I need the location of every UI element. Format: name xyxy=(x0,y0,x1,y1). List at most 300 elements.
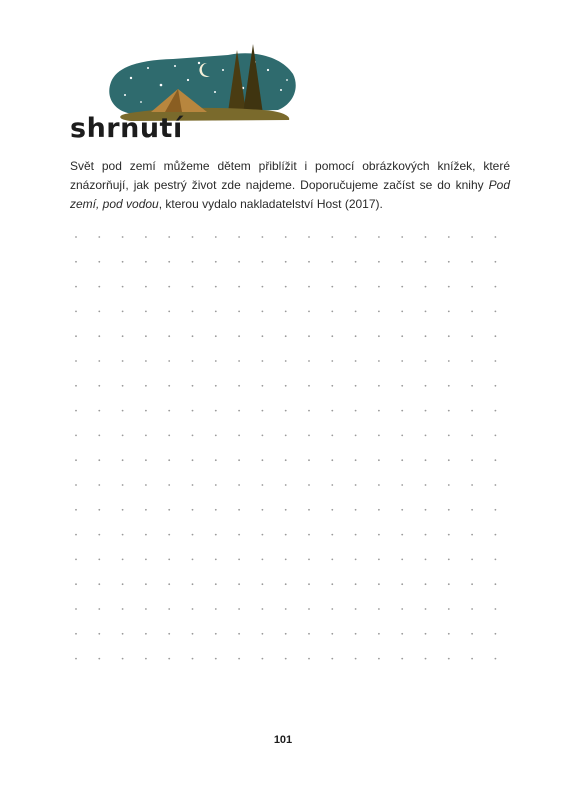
grid-dot xyxy=(378,459,380,461)
grid-dot xyxy=(168,658,170,660)
grid-dot xyxy=(308,435,310,437)
grid-dot xyxy=(122,360,124,362)
grid-dot xyxy=(448,559,450,561)
grid-dot xyxy=(401,534,403,536)
grid-dot xyxy=(168,335,170,337)
grid-dot xyxy=(471,633,473,635)
grid-dot xyxy=(98,261,100,263)
grid-dot xyxy=(495,559,497,561)
section-heading: shrnutí xyxy=(70,113,183,144)
grid-dot xyxy=(238,534,240,536)
intro-text-end: , kterou vydalo nakladatelství Host (2017). xyxy=(158,197,383,211)
grid-dot xyxy=(168,261,170,263)
grid-dot xyxy=(145,311,147,313)
grid-dot xyxy=(215,335,217,337)
grid-dot xyxy=(145,236,147,238)
grid-dot xyxy=(355,385,357,387)
grid-dot xyxy=(401,583,403,585)
grid-dot xyxy=(331,633,333,635)
grid-dot xyxy=(262,410,264,412)
grid-dot xyxy=(215,484,217,486)
grid-dot xyxy=(355,484,357,486)
grid-dot xyxy=(448,311,450,313)
grid-dot xyxy=(308,286,310,288)
grid-dot xyxy=(285,583,287,585)
grid-dot xyxy=(75,559,77,561)
grid-dot xyxy=(75,286,77,288)
grid-dot xyxy=(75,435,77,437)
grid-dot xyxy=(285,385,287,387)
grid-dot xyxy=(425,534,427,536)
grid-dot xyxy=(401,435,403,437)
grid-dot xyxy=(378,559,380,561)
grid-dot xyxy=(425,484,427,486)
grid-dot xyxy=(238,484,240,486)
grid-dot xyxy=(331,360,333,362)
grid-dot xyxy=(75,633,77,635)
grid-dot xyxy=(448,286,450,288)
grid-dot xyxy=(378,633,380,635)
grid-dot xyxy=(448,385,450,387)
grid-dot xyxy=(401,410,403,412)
grid-dot xyxy=(495,435,497,437)
grid-dot xyxy=(355,583,357,585)
grid-dot xyxy=(495,534,497,536)
grid-dot xyxy=(145,360,147,362)
grid-dot xyxy=(378,484,380,486)
grid-dot xyxy=(98,311,100,313)
grid-dot xyxy=(98,583,100,585)
book-title: Pod zemí, pod vodou xyxy=(70,178,510,211)
grid-dot xyxy=(238,633,240,635)
grid-dot xyxy=(145,410,147,412)
grid-dot xyxy=(308,484,310,486)
grid-dot xyxy=(378,311,380,313)
grid-dot xyxy=(262,261,264,263)
grid-dot xyxy=(192,509,194,511)
grid-dot xyxy=(145,633,147,635)
grid-dot xyxy=(98,236,100,238)
grid-dot xyxy=(285,658,287,660)
grid-dot xyxy=(215,509,217,511)
grid-dot xyxy=(448,410,450,412)
grid-dot xyxy=(378,385,380,387)
grid-dot xyxy=(192,633,194,635)
grid-dot xyxy=(145,385,147,387)
grid-dot xyxy=(238,385,240,387)
grid-dot xyxy=(401,360,403,362)
grid-dot xyxy=(448,236,450,238)
grid-dot xyxy=(98,385,100,387)
grid-dot xyxy=(448,583,450,585)
grid-dot xyxy=(471,583,473,585)
grid-dot xyxy=(425,559,427,561)
grid-dot xyxy=(331,658,333,660)
grid-dot xyxy=(215,410,217,412)
grid-dot xyxy=(262,658,264,660)
grid-dot xyxy=(471,509,473,511)
grid-dot xyxy=(168,484,170,486)
grid-dot xyxy=(448,360,450,362)
grid-dot xyxy=(262,236,264,238)
grid-dot xyxy=(145,459,147,461)
grid-dot xyxy=(192,583,194,585)
grid-dot xyxy=(448,658,450,660)
grid-dot xyxy=(145,509,147,511)
grid-dot xyxy=(75,509,77,511)
grid-dot xyxy=(378,534,380,536)
grid-dot xyxy=(145,608,147,610)
grid-dot xyxy=(471,658,473,660)
grid-dot xyxy=(215,236,217,238)
grid-dot xyxy=(238,583,240,585)
grid-dot xyxy=(168,459,170,461)
grid-dot xyxy=(122,311,124,313)
grid-dot xyxy=(122,608,124,610)
grid-dot xyxy=(262,360,264,362)
grid-dot xyxy=(98,459,100,461)
grid-dot xyxy=(262,608,264,610)
grid-dot xyxy=(285,335,287,337)
grid-dot xyxy=(98,509,100,511)
grid-dot xyxy=(98,633,100,635)
grid-dot xyxy=(98,658,100,660)
grid-dot xyxy=(471,360,473,362)
grid-dot xyxy=(285,410,287,412)
grid-dot xyxy=(308,509,310,511)
grid-dot xyxy=(215,658,217,660)
grid-dot xyxy=(168,509,170,511)
grid-dot xyxy=(355,658,357,660)
grid-dot xyxy=(192,236,194,238)
grid-dot xyxy=(238,360,240,362)
grid-dot xyxy=(145,484,147,486)
grid-dot xyxy=(122,236,124,238)
grid-dot xyxy=(378,509,380,511)
grid-dot xyxy=(215,435,217,437)
grid-dot xyxy=(495,459,497,461)
grid-dot xyxy=(98,559,100,561)
grid-dot xyxy=(98,410,100,412)
grid-dot xyxy=(238,410,240,412)
grid-dot xyxy=(145,261,147,263)
grid-dot xyxy=(331,311,333,313)
grid-dot xyxy=(262,335,264,337)
grid-dot xyxy=(378,583,380,585)
grid-dot xyxy=(471,236,473,238)
grid-dot xyxy=(122,658,124,660)
grid-dot xyxy=(425,236,427,238)
grid-dot xyxy=(495,608,497,610)
grid-dot xyxy=(378,236,380,238)
grid-dot xyxy=(331,335,333,337)
grid-dot xyxy=(308,385,310,387)
grid-dot xyxy=(331,459,333,461)
grid-dot xyxy=(238,559,240,561)
grid-dot xyxy=(192,335,194,337)
grid-dot xyxy=(495,484,497,486)
grid-dot xyxy=(308,360,310,362)
grid-dot xyxy=(285,261,287,263)
grid-dot xyxy=(448,261,450,263)
grid-dot xyxy=(168,608,170,610)
grid-dot xyxy=(425,261,427,263)
grid-dot xyxy=(98,335,100,337)
grid-dot xyxy=(145,435,147,437)
grid-dot xyxy=(75,484,77,486)
grid-dot xyxy=(401,633,403,635)
grid-dot xyxy=(355,236,357,238)
grid-dot xyxy=(75,658,77,660)
grid-dot xyxy=(331,261,333,263)
grid-dot xyxy=(215,261,217,263)
grid-dot xyxy=(471,311,473,313)
grid-dot xyxy=(75,236,77,238)
grid-dot xyxy=(401,459,403,461)
grid-dot xyxy=(495,261,497,263)
grid-dot xyxy=(262,385,264,387)
grid-dot xyxy=(495,385,497,387)
grid-dot xyxy=(75,583,77,585)
grid-dot xyxy=(471,559,473,561)
grid-dot xyxy=(471,534,473,536)
grid-dot xyxy=(378,608,380,610)
grid-dot xyxy=(238,311,240,313)
grid-dot xyxy=(215,360,217,362)
grid-dot xyxy=(495,633,497,635)
grid-dot xyxy=(308,534,310,536)
grid-dot xyxy=(122,435,124,437)
grid-dot xyxy=(378,360,380,362)
grid-dot xyxy=(192,608,194,610)
grid-dot xyxy=(425,459,427,461)
grid-dot xyxy=(331,509,333,511)
grid-dot xyxy=(285,311,287,313)
grid-dot xyxy=(285,559,287,561)
grid-dot xyxy=(98,286,100,288)
grid-dot xyxy=(168,534,170,536)
grid-dot xyxy=(471,410,473,412)
grid-dot xyxy=(168,311,170,313)
grid-dot xyxy=(75,608,77,610)
grid-dot xyxy=(145,335,147,337)
grid-dot xyxy=(471,335,473,337)
grid-dot xyxy=(308,335,310,337)
grid-dot xyxy=(285,236,287,238)
grid-dot xyxy=(122,286,124,288)
grid-dot xyxy=(448,534,450,536)
grid-dot xyxy=(495,658,497,660)
grid-dot xyxy=(285,459,287,461)
grid-dot xyxy=(75,261,77,263)
grid-dot xyxy=(495,311,497,313)
grid-dot xyxy=(401,286,403,288)
grid-dot xyxy=(495,286,497,288)
grid-dot xyxy=(378,410,380,412)
grid-dot xyxy=(378,435,380,437)
grid-dot xyxy=(215,608,217,610)
grid-dot xyxy=(75,311,77,313)
grid-dot xyxy=(471,459,473,461)
grid-dot xyxy=(425,633,427,635)
grid-dot xyxy=(355,633,357,635)
grid-dot xyxy=(215,286,217,288)
grid-dot xyxy=(308,459,310,461)
grid-dot xyxy=(355,410,357,412)
grid-dot xyxy=(122,261,124,263)
grid-dot xyxy=(122,410,124,412)
grid-dot xyxy=(448,459,450,461)
grid-dot xyxy=(238,236,240,238)
grid-dot xyxy=(378,286,380,288)
grid-dot xyxy=(192,410,194,412)
grid-dot xyxy=(331,583,333,585)
grid-dot xyxy=(471,608,473,610)
grid-dot xyxy=(471,261,473,263)
grid-dot xyxy=(401,559,403,561)
grid-dot xyxy=(75,459,77,461)
grid-dot xyxy=(192,311,194,313)
grid-dot xyxy=(308,410,310,412)
grid-dot xyxy=(355,509,357,511)
grid-dot xyxy=(122,484,124,486)
grid-dot xyxy=(238,608,240,610)
grid-dot xyxy=(495,509,497,511)
grid-dot xyxy=(145,559,147,561)
grid-dot xyxy=(168,583,170,585)
grid-dot xyxy=(168,559,170,561)
grid-dot xyxy=(215,559,217,561)
grid-dot xyxy=(262,435,264,437)
grid-dot xyxy=(192,360,194,362)
grid-dot xyxy=(238,286,240,288)
grid-dot xyxy=(285,534,287,536)
grid-dot xyxy=(75,534,77,536)
grid-dot xyxy=(192,559,194,561)
grid-dot xyxy=(401,335,403,337)
grid-dot xyxy=(331,435,333,437)
grid-dot xyxy=(122,459,124,461)
grid-dot xyxy=(238,261,240,263)
grid-dot xyxy=(355,335,357,337)
grid-dot xyxy=(355,360,357,362)
grid-dot xyxy=(122,583,124,585)
grid-dot xyxy=(238,335,240,337)
grid-dot xyxy=(168,360,170,362)
grid-dot xyxy=(448,484,450,486)
grid-dot xyxy=(192,385,194,387)
grid-dot xyxy=(238,658,240,660)
grid-dot xyxy=(401,261,403,263)
grid-dot xyxy=(168,236,170,238)
grid-dot xyxy=(331,410,333,412)
grid-dot xyxy=(192,658,194,660)
grid-dot xyxy=(448,335,450,337)
grid-dot xyxy=(308,311,310,313)
grid-dot xyxy=(471,484,473,486)
grid-dot xyxy=(285,509,287,511)
grid-dot xyxy=(355,534,357,536)
grid-dot xyxy=(401,484,403,486)
grid-dot xyxy=(425,286,427,288)
grid-dot xyxy=(262,559,264,561)
grid-dot xyxy=(425,311,427,313)
grid-dot xyxy=(448,608,450,610)
grid-dot xyxy=(262,633,264,635)
grid-dot xyxy=(308,633,310,635)
grid-dot xyxy=(122,559,124,561)
grid-dot xyxy=(168,286,170,288)
grid-dot xyxy=(215,534,217,536)
grid-dot xyxy=(215,459,217,461)
grid-dot xyxy=(262,534,264,536)
grid-dot xyxy=(331,608,333,610)
grid-dot xyxy=(355,286,357,288)
grid-dot xyxy=(262,583,264,585)
grid-dot xyxy=(122,633,124,635)
grid-dot xyxy=(122,335,124,337)
grid-dot xyxy=(262,311,264,313)
grid-dot xyxy=(378,261,380,263)
grid-dot xyxy=(425,335,427,337)
grid-dot xyxy=(192,286,194,288)
grid-dot xyxy=(448,435,450,437)
grid-dot xyxy=(168,633,170,635)
grid-dot xyxy=(331,286,333,288)
grid-dot xyxy=(238,435,240,437)
grid-dot xyxy=(355,459,357,461)
grid-dot xyxy=(285,484,287,486)
grid-dot xyxy=(215,311,217,313)
grid-dot xyxy=(308,559,310,561)
grid-dot xyxy=(122,385,124,387)
grid-dot xyxy=(308,658,310,660)
grid-dot xyxy=(75,360,77,362)
grid-dot xyxy=(308,261,310,263)
grid-dot xyxy=(192,459,194,461)
grid-dot xyxy=(471,385,473,387)
grid-dot xyxy=(401,311,403,313)
grid-dot xyxy=(331,559,333,561)
grid-dot xyxy=(425,509,427,511)
grid-dot xyxy=(238,509,240,511)
grid-dot xyxy=(355,608,357,610)
grid-dot xyxy=(331,385,333,387)
grid-dot xyxy=(285,633,287,635)
grid-dot xyxy=(262,509,264,511)
grid-dot xyxy=(378,658,380,660)
grid-dot xyxy=(168,410,170,412)
grid-dot xyxy=(355,559,357,561)
grid-dot xyxy=(215,385,217,387)
grid-dot xyxy=(98,435,100,437)
grid-dot xyxy=(448,633,450,635)
grid-dot xyxy=(75,335,77,337)
grid-dot xyxy=(98,608,100,610)
grid-dot xyxy=(495,236,497,238)
grid-dot xyxy=(401,608,403,610)
grid-dot xyxy=(425,385,427,387)
grid-dot xyxy=(285,286,287,288)
grid-dot xyxy=(122,509,124,511)
grid-dot xyxy=(495,360,497,362)
grid-dot xyxy=(355,435,357,437)
grid-dot xyxy=(75,410,77,412)
grid-dot xyxy=(238,459,240,461)
grid-dot xyxy=(331,236,333,238)
grid-dot xyxy=(145,286,147,288)
grid-dot xyxy=(122,534,124,536)
